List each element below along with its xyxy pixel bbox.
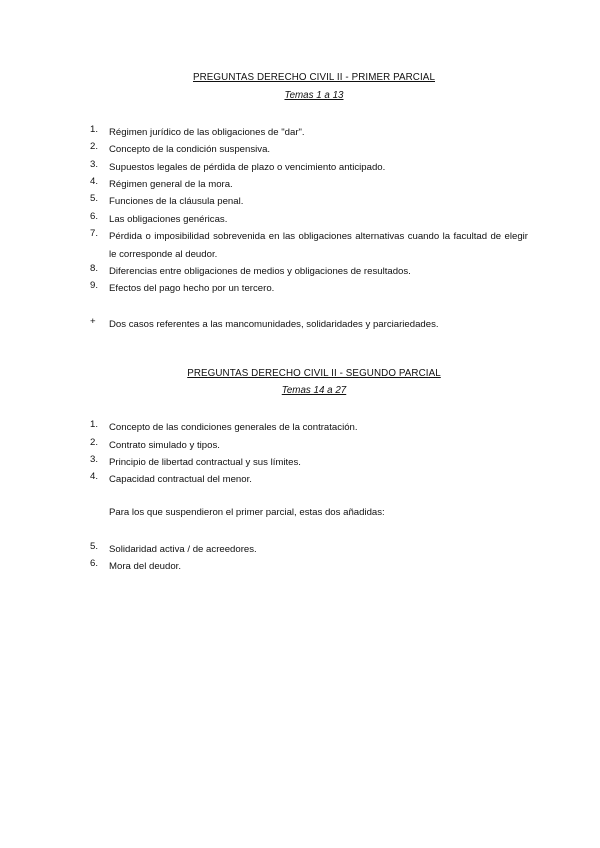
- item-number: 3.: [90, 159, 99, 170]
- item-text: Funciones de la cláusula penal.: [109, 196, 244, 207]
- item-text: Régimen general de la mora.: [109, 179, 233, 190]
- item-number: 1.: [90, 419, 99, 430]
- item-text: Capacidad contractual del menor.: [109, 474, 252, 485]
- part2-title: PREGUNTAS DERECHO CIVIL II - SEGUNDO PARCIAL: [187, 368, 441, 379]
- item-text: Efectos del pago hecho por un tercero.: [109, 283, 275, 294]
- item-number: 9.: [90, 280, 99, 291]
- item-text: Contrato simulado y tipos.: [109, 440, 220, 451]
- part1-subtitle: Temas 1 a 13: [284, 90, 344, 101]
- item-number: 5.: [90, 541, 99, 552]
- item-number: 7.: [90, 228, 99, 239]
- plus-bullet: +: [90, 316, 96, 327]
- item-number: 4.: [90, 176, 99, 187]
- part2-subtitle: Temas 14 a 27: [281, 385, 347, 396]
- item-text: Las obligaciones genéricas.: [109, 214, 228, 225]
- item-text: Concepto de las condiciones generales de la contratación.: [109, 422, 358, 433]
- item-text: Supuestos legales de pérdida de plazo o vencimiento anticipado.: [109, 162, 386, 173]
- item-text: Principio de libertad contractual y sus límites.: [109, 457, 301, 468]
- item-number: 8.: [90, 263, 99, 274]
- item-text: Mora del deudor.: [109, 561, 181, 572]
- item-number: 2.: [90, 141, 99, 152]
- note-text: Para los que suspendieron el primer parcial, estas dos añadidas:: [109, 507, 385, 518]
- part1-title: PREGUNTAS DERECHO CIVIL II - PRIMER PARCIAL: [192, 72, 435, 83]
- item-text: Dos casos referentes a las mancomunidades, solidaridades y parciariedades.: [109, 319, 439, 330]
- item-number: 2.: [90, 437, 99, 448]
- item-text: Régimen jurídico de las obligaciones de "dar".: [109, 127, 305, 138]
- item-number: 1.: [90, 124, 99, 135]
- item-text: Pérdida o imposibilidad sobrevenida en las obligaciones alternativas cuando la facultad de elegir le corresponde al deudor.: [109, 231, 528, 260]
- item-text: Solidaridad activa / de acreedores.: [109, 544, 257, 555]
- item-number: 6.: [90, 211, 99, 222]
- item-number: 5.: [90, 193, 99, 204]
- item-number: 3.: [90, 454, 99, 465]
- item-number: 4.: [90, 471, 99, 482]
- item-text: Concepto de la condición suspensiva.: [109, 144, 271, 155]
- item-number: 6.: [90, 558, 99, 569]
- item-text: Diferencias entre obligaciones de medios y obligaciones de resultados.: [109, 266, 411, 277]
